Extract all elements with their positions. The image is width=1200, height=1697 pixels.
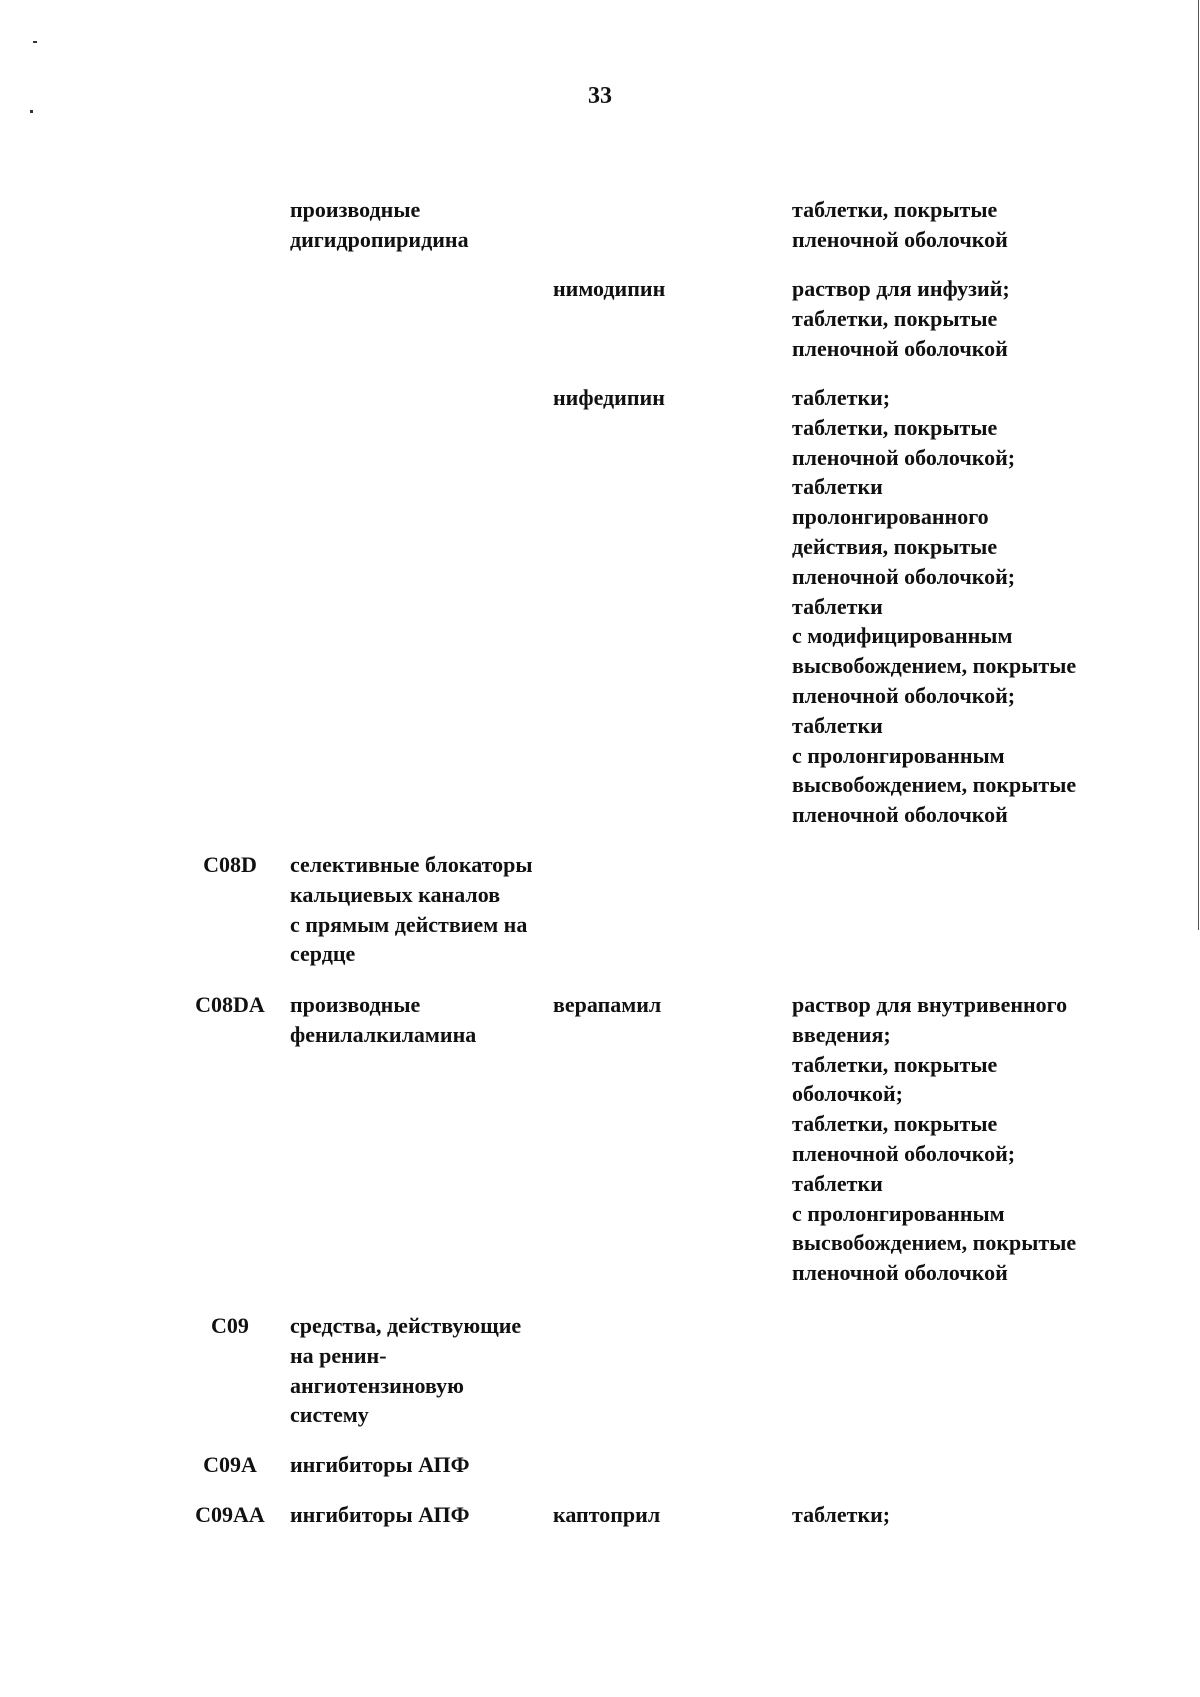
drug-name: нимодипин [553,276,666,301]
drug-name: верапамил [553,992,662,1017]
scan-edge-line [1198,0,1199,930]
pharmacological-group: селективные блокаторы кальциевых каналов с прямым действием на сердце [290,852,533,967]
atc-code: C09A [203,1452,257,1477]
pharmacological-group: ингибиторы АПФ [290,1452,470,1477]
scan-speck [33,41,37,43]
dosage-forms: таблетки; таблетки, покрытые пленочной оболочкой; таблетки пролонгированного действия, покрытые пленочной оболочкой; таблетки с модифицированным высвобождением, покрытые пленочной оболочкой; таблетки с пролонгированным высвобождением, покрытые пленочной оболочкой [792,385,1077,828]
dosage-forms: таблетки; [792,1502,891,1527]
scan-speck [30,110,33,113]
atc-code: C09 [211,1313,249,1338]
pharmacological-group: ингибиторы АПФ [290,1502,470,1527]
atc-code: C08D [203,852,257,877]
dosage-forms: раствор для внутривенного введения; таблетки, покрытые оболочкой; таблетки, покрытые пленочной оболочкой; таблетки с пролонгированным высвобождением, покрытые пленочной оболочкой [792,992,1077,1286]
dosage-forms: таблетки, покрытые пленочной оболочкой [792,197,1008,252]
drug-name: нифедипин [553,385,665,410]
atc-code: C09AA [195,1502,265,1527]
pharmacological-group: производные дигидропиридина [290,197,469,252]
drug-name: каптоприл [553,1502,661,1527]
pharmacological-group: производные фенилалкиламина [290,992,477,1047]
page-number: 33 [588,83,612,109]
atc-code: C08DA [195,992,265,1017]
pharmacological-group: средства, действующие на ренин- ангиотензиновую систему [290,1313,522,1428]
dosage-forms: раствор для инфузий; таблетки, покрытые пленочной оболочкой [792,276,1010,361]
